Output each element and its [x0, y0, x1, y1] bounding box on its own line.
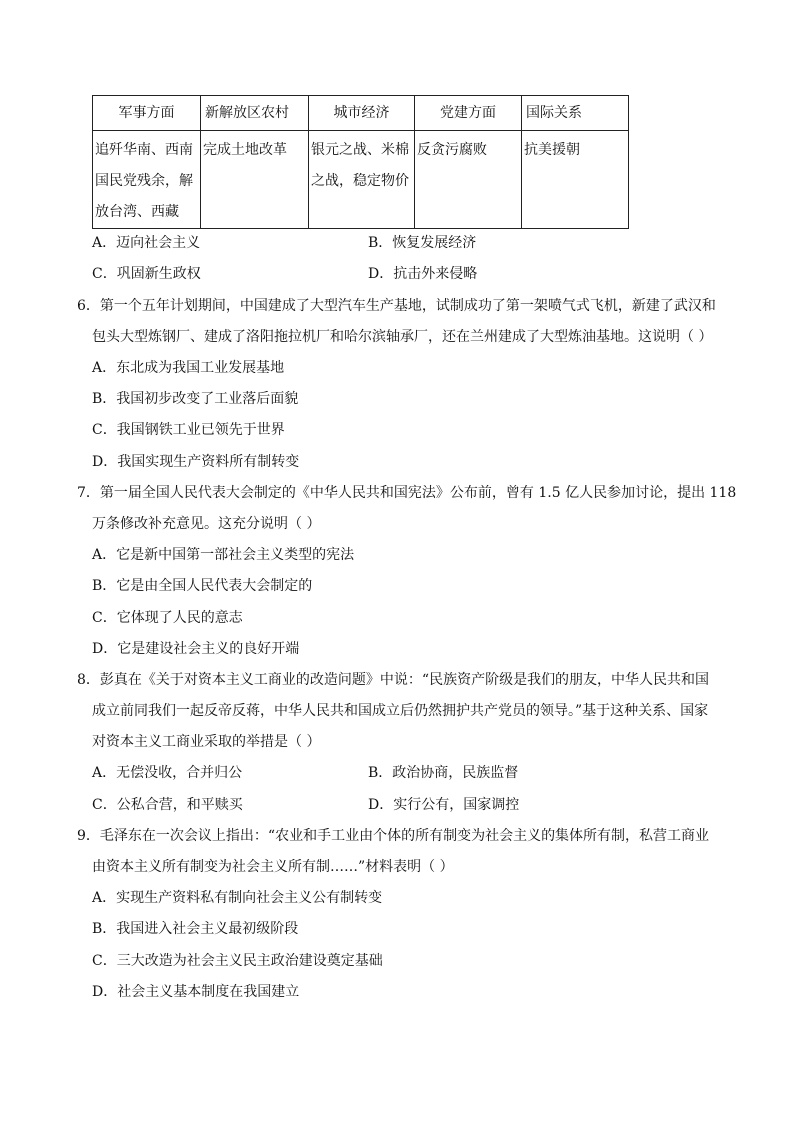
- q9-option-d[interactable]: D．社会主义基本制度在我国建立: [92, 984, 300, 1000]
- q9-stem-line: 由资本主义所有制变为社会主义所有制……”材料表明（ ）: [92, 859, 454, 875]
- q7-stem-line: 7．第一届全国人民代表大会制定的《中华人民共和国宪法》公布前，曾有 1.5 亿人民参加讨论，提出 118: [77, 485, 737, 501]
- table-header-cell: 军事方面: [93, 96, 201, 131]
- q9-option-c[interactable]: C．三大改造为社会主义民主政治建设奠定基础: [92, 953, 383, 969]
- q7-option-a[interactable]: A．它是新中国第一部社会主义类型的宪法: [92, 547, 355, 563]
- q6-option-d[interactable]: D．我国实现生产资料所有制转变: [92, 454, 300, 470]
- table-row: [93, 131, 629, 229]
- table-cell: 反贪污腐败: [415, 131, 522, 229]
- table-header-cell: 新解放区农村: [201, 96, 309, 131]
- q7-stem-line: 万条修改补充意见。这充分说明（ ）: [92, 516, 321, 532]
- q7-option-c[interactable]: C．它体现了人民的意志: [92, 610, 243, 626]
- comparison-table: [92, 95, 629, 229]
- table-cell: 抗美援朝: [522, 131, 629, 229]
- q5-option-a[interactable]: A．迈向社会主义: [92, 235, 201, 251]
- q8-option-d[interactable]: D．实行公有，国家调控: [368, 797, 520, 813]
- q8-stem-line: 8．彭真在《关于对资本主义工商业的改造问题》中说：“民族资产阶级是我们的朋友，中华人民共和国: [77, 672, 710, 688]
- q8-option-a[interactable]: A．无偿没收，合并归公: [92, 765, 243, 781]
- q9-option-a[interactable]: A．实现生产资料私有制向社会主义公有制转变: [92, 890, 383, 906]
- table-header-cell: 党建方面: [415, 96, 522, 131]
- table-header-row: [93, 96, 629, 131]
- table-header-cell: 城市经济: [309, 96, 415, 131]
- q8-stem-line: 成立前同我们一起反帝反蒋，中华人民共和国成立后仍然拥护共产党员的领导。”基于这种关系、国家: [92, 703, 709, 719]
- q5-option-c[interactable]: C．巩固新生政权: [92, 266, 201, 282]
- q6-stem-line: 6．第一个五年计划期间，中国建成了大型汽车生产基地，试制成功了第一架喷气式飞机，新建了武汉和: [77, 298, 716, 314]
- q9-stem-line: 9．毛泽东在一次会议上指出：“农业和手工业由个体的所有制变为社会主义的集体所有制，私营工商业: [77, 828, 710, 844]
- q6-stem-line: 包头大型炼钢厂、建成了洛阳拖拉机厂和哈尔滨轴承厂，还在兰州建成了大型炼油基地。这说明（ ）: [92, 329, 713, 345]
- table-cell: 银元之战、米棉 之战，稳定物价: [309, 131, 415, 229]
- q6-option-a[interactable]: A．东北成为我国工业发展基地: [92, 360, 285, 376]
- q6-option-c[interactable]: C．我国钢铁工业已领先于世界: [92, 422, 285, 438]
- q7-option-d[interactable]: D．它是建设社会主义的良好开端: [92, 641, 300, 657]
- q5-option-b[interactable]: B．恢复发展经济: [368, 235, 477, 251]
- table-cell: 追歼华南、西南 国民党残余，解 放台湾、西藏: [93, 131, 201, 229]
- q9-option-b[interactable]: B．我国进入社会主义最初级阶段: [92, 921, 299, 937]
- q7-option-b[interactable]: B．它是由全国人民代表大会制定的: [92, 578, 313, 594]
- q8-option-b[interactable]: B．政治协商，民族监督: [368, 765, 519, 781]
- q8-option-c[interactable]: C．公私合营，和平赎买: [92, 797, 243, 813]
- q8-stem-line: 对资本主义工商业采取的举措是（ ）: [92, 734, 321, 750]
- q6-option-b[interactable]: B．我国初步改变了工业落后面貌: [92, 391, 299, 407]
- q5-option-d[interactable]: D．抗击外来侵略: [368, 266, 478, 282]
- table-cell: 完成土地改革: [201, 131, 309, 229]
- table-header-cell: 国际关系: [522, 96, 629, 131]
